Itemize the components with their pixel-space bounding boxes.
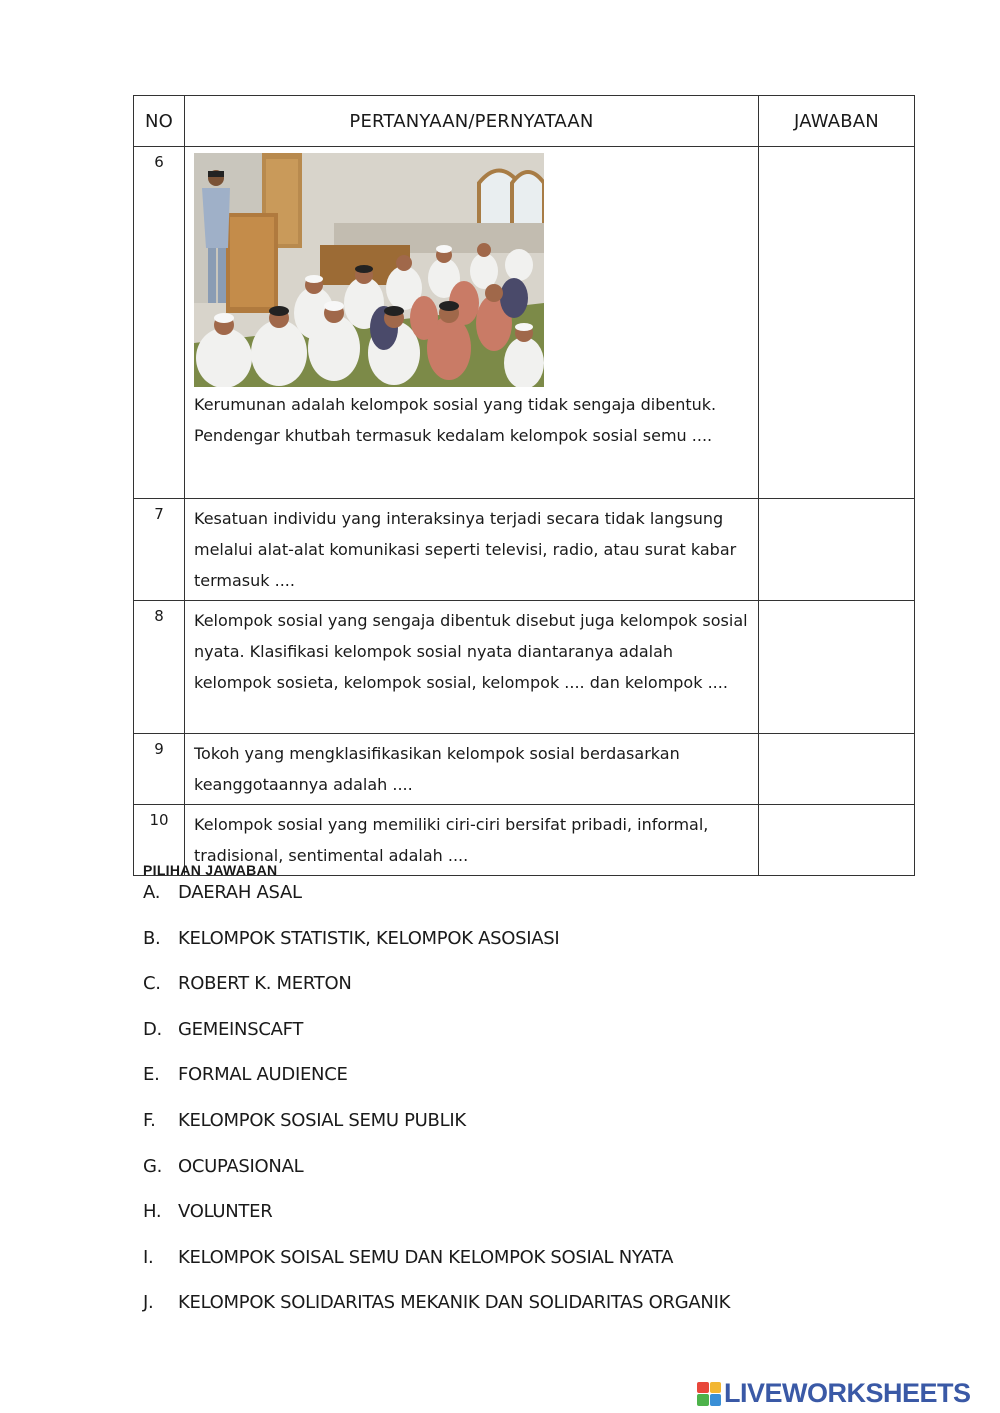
option-text: KELOMPOK SOSIAL SEMU PUBLIK xyxy=(178,1109,466,1131)
option-letter: F. xyxy=(143,1109,156,1131)
option-letter: B. xyxy=(143,927,161,949)
question-text: Tokoh yang mengklasifikasikan kelompok sosial berdasarkan keanggotaannya adalah .... xyxy=(185,734,759,805)
option-text: KELOMPOK STATISTIK, KELOMPOK ASOSIASI xyxy=(178,927,560,949)
row-number: 6 xyxy=(134,147,185,499)
row-number: 10 xyxy=(134,805,185,876)
table-row xyxy=(134,147,915,499)
option-text: FORMAL AUDIENCE xyxy=(178,1064,348,1086)
option-item xyxy=(143,1292,923,1338)
row-number: 8 xyxy=(134,601,185,734)
question-text: Kelompok sosial yang sengaja dibentuk disebut juga kelompok sosial nyata. Klasifikasi kelompok sosial nyata diantaranya adalah kelompok sosieta, kelompok sosial, kelompok .... dan kelompok .... xyxy=(185,601,759,734)
logo-square-green xyxy=(697,1394,709,1406)
table-row xyxy=(134,734,915,805)
brand-name: LIVEWORKSHEETS xyxy=(724,1378,971,1408)
option-item xyxy=(143,1156,923,1202)
options-list xyxy=(143,882,923,1338)
logo-square-red xyxy=(697,1382,709,1394)
option-item xyxy=(143,928,923,974)
question-text: Kelompok sosial yang memiliki ciri-ciri bersifat pribadi, informal, tradisional, sentimental adalah .... xyxy=(185,805,759,876)
header-answer: JAWABAN xyxy=(759,96,915,147)
logo-square-blue xyxy=(710,1394,722,1406)
option-letter: C. xyxy=(143,973,161,995)
question-text: Kesatuan individu yang interaksinya terjadi secara tidak langsung melalui alat-alat komunikasi seperti televisi, radio, atau surat kabar termasuk .... xyxy=(185,499,759,601)
option-letter: D. xyxy=(143,1018,162,1040)
option-item xyxy=(143,1019,923,1065)
option-text: VOLUNTER xyxy=(178,1201,273,1223)
option-letter: G. xyxy=(143,1155,163,1177)
option-letter: E. xyxy=(143,1064,160,1086)
answer-cell[interactable] xyxy=(759,734,915,805)
worksheet-table xyxy=(133,95,915,876)
logo-square-yellow xyxy=(710,1382,722,1394)
header-no: NO xyxy=(134,96,185,147)
option-letter: H. xyxy=(143,1201,162,1223)
row-number: 7 xyxy=(134,499,185,601)
question-text: Kerumunan adalah kelompok sosial yang tidak sengaja dibentuk. Pendengar khutbah termasuk kedalam kelompok sosial semu .... xyxy=(194,395,717,445)
answer-cell[interactable] xyxy=(759,601,915,734)
option-text: KELOMPOK SOLIDARITAS MEKANIK DAN SOLIDARITAS ORGANIK xyxy=(178,1292,731,1314)
option-letter: J. xyxy=(143,1292,154,1314)
answer-cell[interactable] xyxy=(759,499,915,601)
table-row xyxy=(134,499,915,601)
row-number: 9 xyxy=(134,734,185,805)
option-text: GEMEINSCAFT xyxy=(178,1018,304,1040)
header-question: PERTANYAAN/PERNYATAAN xyxy=(185,96,759,147)
option-letter: I. xyxy=(143,1246,154,1268)
option-item xyxy=(143,1247,923,1293)
option-item xyxy=(143,973,923,1019)
option-item xyxy=(143,882,923,928)
options-title: PILIHAN JAWABAN xyxy=(143,862,278,878)
table-row xyxy=(134,601,915,734)
option-text: OCUPASIONAL xyxy=(178,1155,304,1177)
answer-cell[interactable] xyxy=(759,147,915,499)
option-text: DAERAH ASAL xyxy=(178,882,302,903)
option-text: KELOMPOK SOISAL SEMU DAN KELOMPOK SOSIAL NYATA xyxy=(178,1246,674,1268)
liveworksheets-logo-icon xyxy=(697,1382,721,1406)
answer-cell[interactable] xyxy=(759,805,915,876)
option-item xyxy=(143,1110,923,1156)
liveworksheets-logo[interactable] xyxy=(697,1378,971,1409)
option-letter: A. xyxy=(143,882,161,903)
question-cell xyxy=(185,147,759,499)
option-text: ROBERT K. MERTON xyxy=(178,973,352,995)
option-item xyxy=(143,1064,923,1110)
mosque-sermon-photo xyxy=(194,153,544,387)
option-item xyxy=(143,1201,923,1247)
